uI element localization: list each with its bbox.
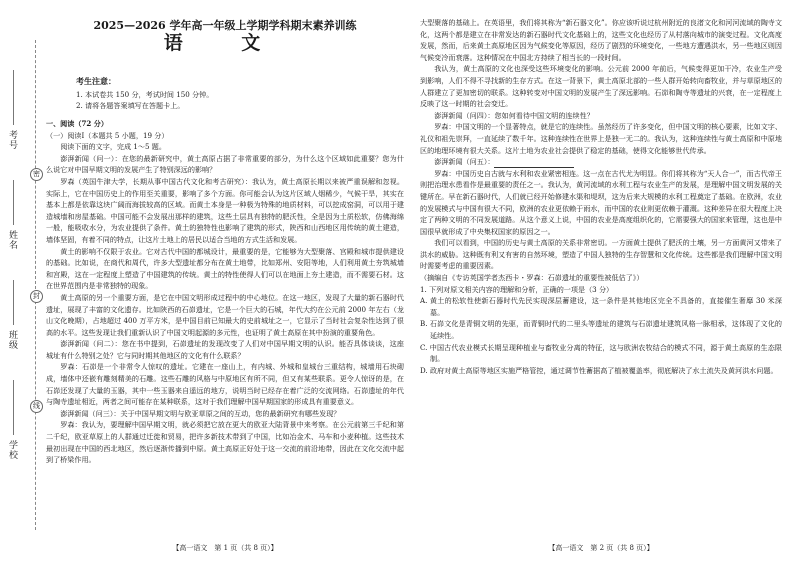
paragraph: 大型聚落的基础上。在英语里，我们将其称为“新石器文化”。你应该听说过杭州附近的良渚文化和河河流域的陶寺文化，这两个都是建立在非常发达的新石器时代文化基础上的，这些文化也经历了从村落向城市的演变过程。文化高度发展，然而，后来黄土高原地区因为气候变化等原因，经历了剧烈的环境变化，一些地方遭遇洪水，另一些地区则因气候变冷而衰落。这种情况在中国北方持续了相当长的一段时间。 <box>420 18 782 62</box>
seal-mark-xian: 线 <box>30 400 43 413</box>
notice-heading: 考生注意： <box>76 76 116 86</box>
paragraph: 罗森：中国文明的一个显著特点，就是它的连续性。虽然经历了许多变化，但中国文明的核心要素，比如文字、礼仪和祖先崇拜，一直延续了数千年。这种连续性在世界上是独一无二的。我认为，这种连续性与黄土高原和中原地区的地理环境有很大关系。这片土地为农业社会提供了稳定的基础，使得文化能够世代传承。 <box>420 122 782 155</box>
notice-box <box>76 76 396 112</box>
notice-item: 2. 请将各题答案填写在答题卡上。 <box>76 101 185 111</box>
kaohao-label: 考号 <box>7 130 17 150</box>
option-b: B. 石峁文化是青铜文明的先驱，而青铜时代的二里头等遗址的建筑与石峁遗址建筑风格一脉相承，这体现了文化的延续性。 <box>420 319 782 341</box>
paragraph: 罗森：我认为，要理解中国早期文明，就必须把它放在更大的欧亚大陆背景中来考察。在公元前第三千纪和第二千纪，欧亚草原上的人群通过迁徙和贸易，把许多新技术带到了中国，比如冶金术、马车和小麦种植。这些技术最初出现在中国的西北地区，然后逐渐传播到中原。黄土高原正好处于这一交流的前沿地带，因此在文化交流中起到了桥梁作用。 <box>46 420 404 465</box>
xuexiao-label: 学校 <box>7 440 17 460</box>
subject-title: 语 文 <box>163 32 287 54</box>
banji-label: 班级 <box>7 330 17 350</box>
page-2 <box>420 0 782 565</box>
source-citation: （摘编自《专访英国学者杰西卡・罗森：石峁遗址的重要性被低估了》） <box>420 273 644 283</box>
instruction: 阅读下面的文字，完成 1～5 题。 <box>60 142 166 152</box>
page2-footer: 【高一语文 第 2 页（共 8 页）】 <box>548 544 654 553</box>
paragraph: 罗森（英国牛津大学，长期从事中国古代文化和考古研究）：我认为，黄土高原长期以来被严重误解和忽视。实际上，它在中国历史上的作用至关重要，影响了多个方面。你可能会认为这片区域人烟稀少，气候干旱，其实在基本上都是依靠这块广阔而海拔较高的区域。而黄土本身是一种极为特殊的地质材料，可以挖成窑洞，可以用于建造城墙和房屋基础。中国可能不会发展出那样的建筑，这些土层具有独特的肥沃性，全是因为土质松软，仿佛海绵一般，能吸收水分，为农业提供了条件。黄土的独特性也影响了建筑的形式，陕西和山西地区用传统的黄土建造，墙体坚固，有着不同的特点，让这片土地上的居民以适合当地的方式生活和发展。 <box>46 176 404 244</box>
answer-blank <box>494 159 574 168</box>
banji-line <box>13 280 14 325</box>
paragraph: 黄土的影响不仅限于农业。它对古代中国的都城设计，最重要的是，它能够为大型聚落、宫殿和城市提供建设的基础。比如说，在商代和周代，许多大型遗址都分布在黄土地带，比如郑州、安阳等地，人们利用黄土夯筑城墙和宫殿，这在一定程度上塑造了中国建筑的传统。黄土的特性使得人们可以在地面上夯土建造，而不需要石材。这在世界范围内是非常独特的现象。 <box>46 246 404 291</box>
paragraph: 澎湃新闻（问四）：您如何看待中国文明的连续性？ <box>434 110 594 120</box>
option-d: D. 政府对黄土高原等地区实施严格管控，通过调节性蓄据高了植被覆盖率，彻底解决了水土流失及黄河洪水问题。 <box>420 365 778 375</box>
question-five-line <box>420 156 782 168</box>
paragraph: 澎湃新闻（问三）：关于中国早期文明与欧亚草原之间的互动，您的最新研究有哪些发现？ <box>60 408 341 418</box>
paragraph: 我们可以看到，中国的历史与黄土高原的关系非常密切。一方面黄土提供了肥沃的土壤，另一方面黄河又带来了洪水的威胁。这种既有利又有害的自然环境，塑造了中国人独特的生存智慧和文化传统。这些都是我们理解中国文明时需要考虑的重要因素。 <box>420 238 782 271</box>
paragraph: 我认为，黄土高原的文化也深受这些环境变化的影响。公元前 2000 年前后，气候变得更加干冷，农业生产受到影响，人们不得不寻找新的生存方式。在这一背景下，黄土高原北部的一些人群开始转向畜牧业，并与草原地区的人群建立了更加密切的联系。这种转变对中国文明的发展产生了深远影响。石峁和陶寺等遗址的兴衰，在一定程度上反映了这一时期的社会变迁。 <box>420 64 782 109</box>
notice-item: 1. 本试卷共 150 分，考试时间 150 分钟。 <box>76 89 214 99</box>
exam-title: 2025—2026 学年高一年级上学期学科期末素养训练 <box>93 19 357 32</box>
seal-line <box>35 40 36 530</box>
section-heading: 一、阅读（72 分） <box>46 119 108 128</box>
paragraph: 罗森：石峁是一个非常令人惊叹的遗址。它建在一座山上，有内城、外城和皇城台三重结构，城墙用石块砌成，墙体中还嵌有雕刻精美的石雕。这些石雕的风格与中原地区有所不同，但又有某些联系。更令人惊讶的是，在石峁还发现了大量的玉器，其中一些玉器来自遥远的地方，说明当时已经存在着广泛的交流网络。石峁遗址的年代与陶寺遗址相近，两者之间可能存在某种联系，这对于我们理解中国早期国家的形成具有重要意义。 <box>46 362 404 407</box>
kaohao-line <box>13 70 14 125</box>
xingming-line <box>13 180 14 225</box>
xingming-label: 姓名 <box>7 230 17 250</box>
binding-margin <box>0 0 40 565</box>
page-1 <box>46 0 404 565</box>
paragraph: 澎湃新闻（问一）：在您的最新研究中，黄土高原占据了非常重要的部分，为什么这个区域如此重要？您为什么说它对中国早期文明的发展产生了特别深远的影响？ <box>46 153 404 175</box>
page1-body <box>46 118 404 466</box>
option-c: C. 中国古代农业模式长期呈现种植业与畜牧业分离的特征，这与欧洲农牧结合的模式不同，源于黄土高原的生态限制。 <box>420 342 782 364</box>
question-five-label: 澎湃新闻（问五）： <box>434 157 495 167</box>
paragraph: 黄土高原的另一个重要方面，是它在中国文明形成过程中的中心地位。在这一地区，发现了大量的新石器时代遗址，展现了丰富的文化遗存。比如陕西的石峁遗址，它是一个巨大的石城，年代大约在公元前 2000 年左右（龙山文化晚期），占地超过 400 万平方米，是中国目前已知最大的史前城址之一，它显示了当时社会复杂性达到了很高的水平。这些发现让我们重新认识了中国文明起源的多元性，也证明了黄土高原在其中扮演的重要角色。 <box>46 292 404 337</box>
xuexiao-line <box>13 380 14 435</box>
page2-body <box>420 17 782 376</box>
page1-footer: 【高一语文 第 1 页（共 8 页）】 <box>172 544 278 553</box>
paragraph: 罗森：中国历史自古就与水利和农业紧密相连。这一点在古代尤为明显。你们将其称为“天人合一”，而古代帝王则把治理水患看作是最重要的责任之一。我认为，黄河流域的水利工程与农业生产的发展，是理解中国文明发展的关键所在。早在新石器时代，人们就已经开始修建水渠和堤坝，这为后来大规模的水利工程奠定了基础。在欧洲，农业的发展模式与中国有很大不同，欧洲的农业更依赖于雨水，而中国的农业则更依赖于灌溉。这种差异在很大程度上决定了两种文明的不同发展道路。从这个意义上说，中国的农业是高度组织化的，它需要强大的国家来管理，这也是中国很早就形成了中央集权国家的原因之一。 <box>420 168 782 236</box>
option-a: A. 黄土的松软性使新石器时代先民实现深层蓄建设，这一条件是其他地区完全不具备的，直接催生奢靡 30 米深墓。 <box>420 296 782 317</box>
paragraph: 澎湃新闻（问二）：您在书中提到，石峁遗址的发现改变了人们对中国早期文明的认识。能否具体谈谈，这座城址有什么特别之处？它与同时期其他地区的文化有什么联系？ <box>46 339 404 360</box>
question-1: 1. 下列对原文相关内容的理解和分析，正确的一项是（3 分） <box>420 284 614 294</box>
subsection-heading: （一）阅读Ⅰ（本题共 5 小题，19 分） <box>46 130 169 140</box>
seal-mark-mi: 密 <box>30 168 43 181</box>
seal-mark-feng: 封 <box>30 290 43 303</box>
